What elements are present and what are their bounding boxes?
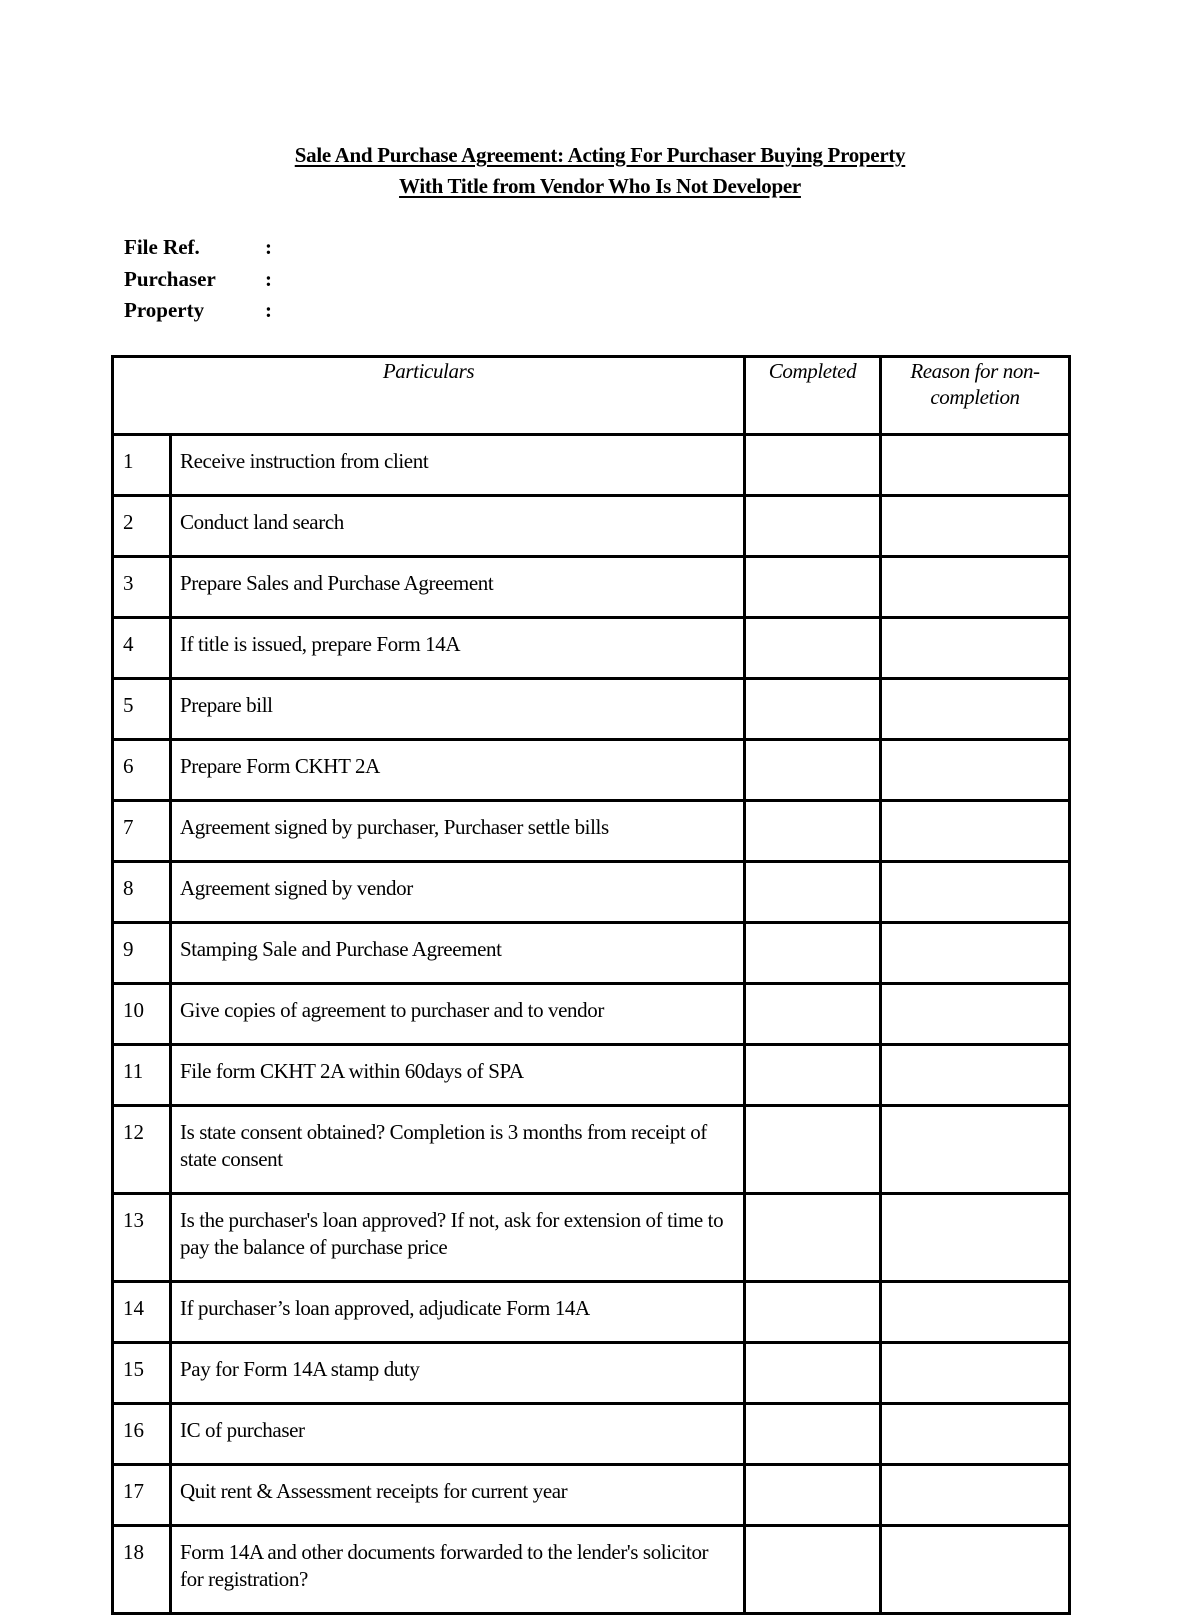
row-particular: Agreement signed by purchaser, Purchaser settle bills — [171, 801, 745, 862]
row-number: 12 — [113, 1106, 171, 1194]
row-number: 7 — [113, 801, 171, 862]
row-particular: Agreement signed by vendor — [171, 862, 745, 923]
row-particular: Receive instruction from client — [171, 435, 745, 496]
reason-cell[interactable] — [881, 618, 1070, 679]
row-particular: Prepare bill — [171, 679, 745, 740]
table-row — [113, 496, 1070, 557]
row-particular: If title is issued, prepare Form 14A — [171, 618, 745, 679]
completed-cell[interactable] — [745, 984, 881, 1045]
file-ref-label: File Ref. — [124, 235, 200, 259]
table-row — [113, 923, 1070, 984]
property-row — [124, 298, 272, 330]
purchaser-row — [124, 267, 272, 299]
reason-cell[interactable] — [881, 923, 1070, 984]
row-particular: IC of purchaser — [171, 1404, 745, 1465]
checklist-table — [111, 355, 1071, 1615]
purchaser-label: Purchaser — [124, 266, 216, 291]
row-particular: Is the purchaser's loan approved? If not, ask for extension of time to pay the balance of purchase price — [171, 1194, 745, 1282]
row-number: 15 — [113, 1343, 171, 1404]
row-particular: Is state consent obtained? Completion is 3 months from receipt of state consent — [171, 1106, 745, 1194]
completed-cell[interactable] — [745, 1045, 881, 1106]
table-row — [113, 1282, 1070, 1343]
row-number: 6 — [113, 740, 171, 801]
table-row — [113, 1194, 1070, 1282]
row-number: 2 — [113, 496, 171, 557]
row-particular: Give copies of agreement to purchaser and to vendor — [171, 984, 745, 1045]
header-completed: Completed — [745, 357, 881, 435]
row-number: 10 — [113, 984, 171, 1045]
table-row — [113, 1526, 1070, 1614]
header-particulars: Particulars — [113, 357, 745, 435]
file-ref-separator: : — [265, 235, 272, 259]
row-number: 9 — [113, 923, 171, 984]
row-number: 8 — [113, 862, 171, 923]
reason-cell[interactable] — [881, 1282, 1070, 1343]
row-number: 4 — [113, 618, 171, 679]
reason-cell[interactable] — [881, 984, 1070, 1045]
row-particular: Pay for Form 14A stamp duty — [171, 1343, 745, 1404]
row-particular: If purchaser’s loan approved, adjudicate Form 14A — [171, 1282, 745, 1343]
completed-cell[interactable] — [745, 496, 881, 557]
row-number: 17 — [113, 1465, 171, 1526]
row-number: 13 — [113, 1194, 171, 1282]
reason-cell[interactable] — [881, 557, 1070, 618]
row-particular: Quit rent & Assessment receipts for current year — [171, 1465, 745, 1526]
table-row — [113, 679, 1070, 740]
header-row — [113, 357, 1070, 435]
row-number: 1 — [113, 435, 171, 496]
reason-cell[interactable] — [881, 679, 1070, 740]
document-title-line-1: Sale And Purchase Agreement: Acting For Purchaser Buying Property — [294, 143, 906, 167]
reason-cell[interactable] — [881, 496, 1070, 557]
table-row — [113, 1106, 1070, 1194]
completed-cell[interactable] — [745, 1106, 881, 1194]
table-row — [113, 862, 1070, 923]
row-number: 3 — [113, 557, 171, 618]
table-row — [113, 618, 1070, 679]
table-row — [113, 1404, 1070, 1465]
file-ref-row — [124, 235, 272, 267]
row-particular: Prepare Form CKHT 2A — [171, 740, 745, 801]
completed-cell[interactable] — [745, 1404, 881, 1465]
row-particular: Form 14A and other documents forwarded to the lender's solicitor for registration? — [171, 1526, 745, 1614]
property-separator: : — [265, 298, 272, 322]
completed-cell[interactable] — [745, 1343, 881, 1404]
completed-cell[interactable] — [745, 1526, 881, 1614]
row-number: 18 — [113, 1526, 171, 1614]
header-reason: Reason for non-completion — [881, 357, 1070, 435]
reason-cell[interactable] — [881, 1106, 1070, 1194]
row-particular: Conduct land search — [171, 496, 745, 557]
row-number: 11 — [113, 1045, 171, 1106]
table-row — [113, 1465, 1070, 1526]
reason-cell[interactable] — [881, 1526, 1070, 1614]
table-row — [113, 557, 1070, 618]
reason-cell[interactable] — [881, 862, 1070, 923]
completed-cell[interactable] — [745, 557, 881, 618]
reason-cell[interactable] — [881, 740, 1070, 801]
reason-cell[interactable] — [881, 1045, 1070, 1106]
completed-cell[interactable] — [745, 679, 881, 740]
table-row — [113, 740, 1070, 801]
reason-cell[interactable] — [881, 1465, 1070, 1526]
completed-cell[interactable] — [745, 1465, 881, 1526]
table-row — [113, 435, 1070, 496]
completed-cell[interactable] — [745, 1282, 881, 1343]
reason-cell[interactable] — [881, 1404, 1070, 1465]
reason-cell[interactable] — [881, 801, 1070, 862]
table-row — [113, 801, 1070, 862]
table-row — [113, 1045, 1070, 1106]
row-number: 5 — [113, 679, 171, 740]
reason-cell[interactable] — [881, 1343, 1070, 1404]
row-particular: Stamping Sale and Purchase Agreement — [171, 923, 745, 984]
purchaser-separator: : — [265, 266, 272, 291]
reason-cell[interactable] — [881, 1194, 1070, 1282]
completed-cell[interactable] — [745, 862, 881, 923]
completed-cell[interactable] — [745, 923, 881, 984]
table-row — [113, 1343, 1070, 1404]
completed-cell[interactable] — [745, 618, 881, 679]
completed-cell[interactable] — [745, 1194, 881, 1282]
reason-cell[interactable] — [881, 435, 1070, 496]
row-particular: Prepare Sales and Purchase Agreement — [171, 557, 745, 618]
property-label: Property — [124, 298, 205, 322]
document-title-line-2: With Title from Vendor Who Is Not Developer — [399, 174, 801, 198]
row-number: 14 — [113, 1282, 171, 1343]
row-particular: File form CKHT 2A within 60days of SPA — [171, 1045, 745, 1106]
table-row — [113, 984, 1070, 1045]
completed-cell[interactable] — [745, 435, 881, 496]
file-details — [124, 235, 272, 330]
completed-cell[interactable] — [745, 740, 881, 801]
completed-cell[interactable] — [745, 801, 881, 862]
row-number: 16 — [113, 1404, 171, 1465]
